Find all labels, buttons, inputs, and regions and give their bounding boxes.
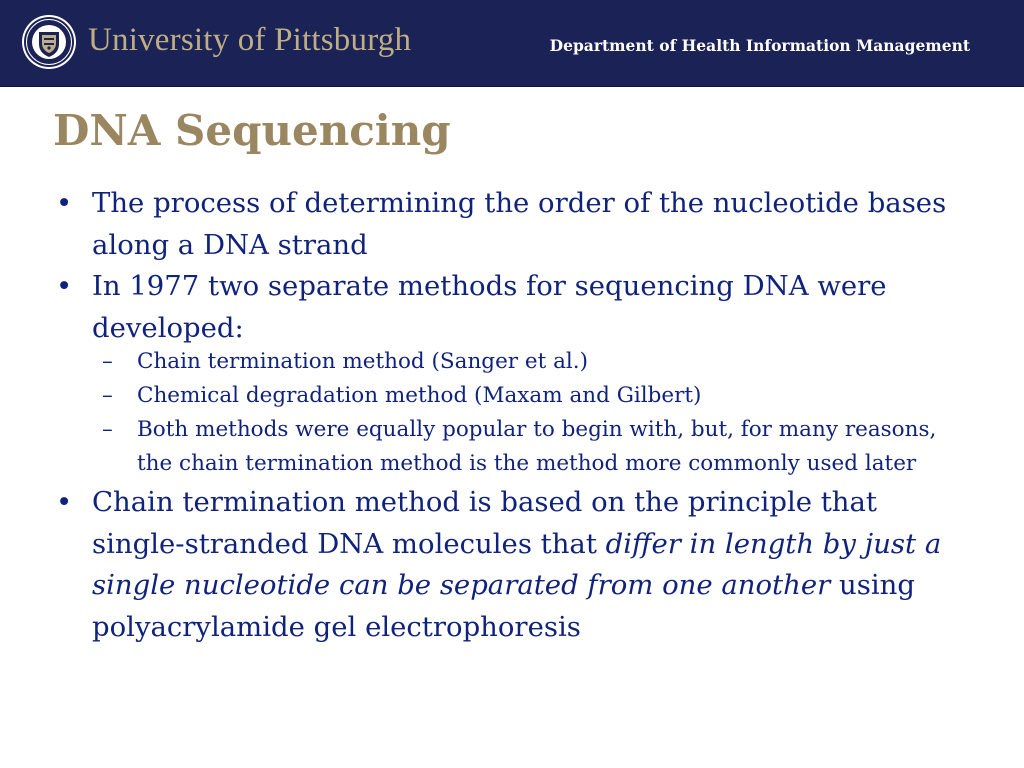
sub-bullet-marker: –	[102, 417, 113, 442]
sub-bullet-item	[56, 345, 966, 379]
sub-bullet-text: Both methods were equally popular to begin with, but, for many reasons, the chain termination method is the method more commonly used later	[137, 417, 937, 476]
department-name: Department of Health Information Management	[549, 36, 970, 55]
bullet-text-end: using polyacrylamide gel electrophoresis	[92, 569, 915, 643]
sub-bullet-text: Chain termination method (Sanger et al.)	[137, 349, 589, 374]
slide-body	[56, 183, 966, 648]
bullet-marker: •	[56, 486, 73, 518]
bullet-marker: •	[56, 187, 73, 219]
bullet-text: In 1977 two separate methods for sequencing DNA were developed:	[92, 270, 887, 344]
university-wordmark: University of Pittsburgh	[88, 22, 412, 58]
sub-bullet-item	[56, 413, 966, 481]
sub-bullet-item	[56, 379, 966, 413]
bullet-text-emphasis: differ in length by just a single nucleotide can be separated from one another	[92, 527, 942, 601]
slide-title: DNA Sequencing	[53, 106, 451, 155]
university-seal-icon	[21, 14, 77, 70]
bullet-text: The process of determining the order of the nucleotide bases along a DNA strand	[92, 187, 947, 261]
bullet-item	[56, 266, 966, 349]
sub-bullet-marker: –	[102, 349, 113, 374]
bullet-item	[56, 482, 966, 648]
bullet-marker: •	[56, 270, 73, 302]
header-bar	[0, 0, 1024, 87]
bullet-text-start: Chain termination method is based on the principle that single-stranded DNA molecules that	[92, 486, 877, 560]
sub-bullet-marker: –	[102, 383, 113, 408]
sub-bullet-text: Chemical degradation method (Maxam and Gilbert)	[137, 383, 702, 408]
bullet-item	[56, 183, 966, 266]
